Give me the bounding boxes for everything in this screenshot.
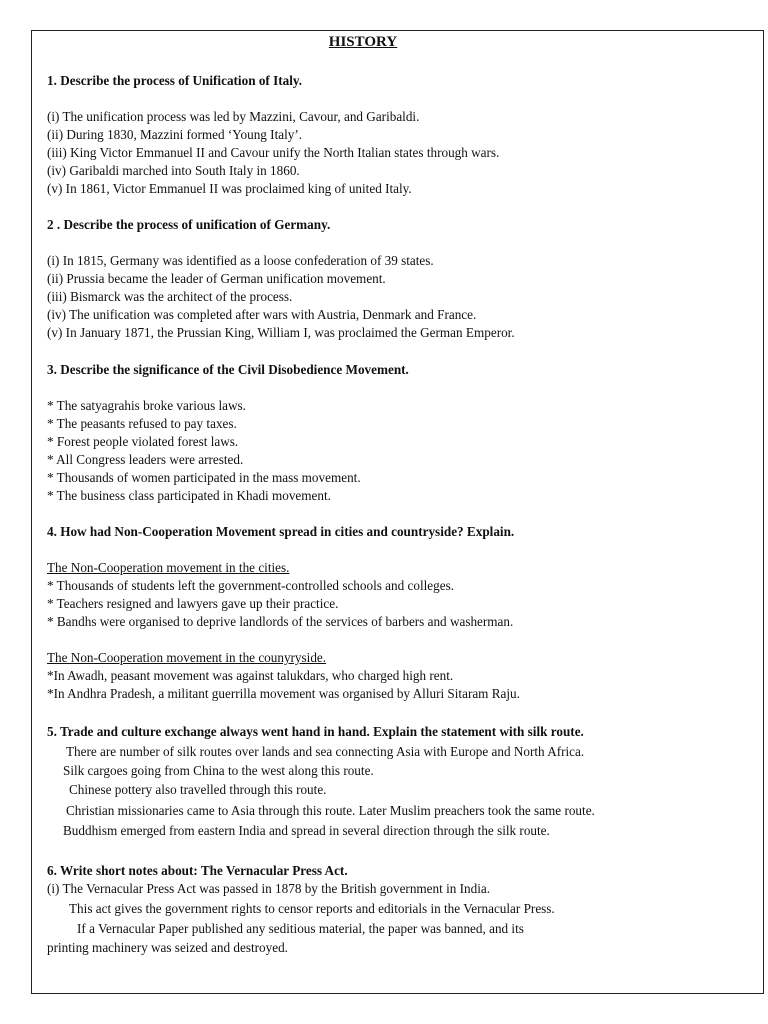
q3-point: * All Congress leaders were arrested. xyxy=(47,452,244,467)
countryside-heading: The Non-Cooperation movement in the counyryside. xyxy=(47,650,327,665)
q3-point: * The satyagrahis broke various laws. xyxy=(47,398,246,413)
q4-city-point: * Teachers resigned and lawyers gave up their practice. xyxy=(47,596,339,611)
q6-point: If a Vernacular Paper published any seditious material, the paper was banned, and its xyxy=(77,921,524,936)
question-4: 4. How had Non-Cooperation Movement spread in cities and countryside? Explain. xyxy=(47,524,515,539)
q2-point: (iv) The unification was completed after wars with Austria, Denmark and France. xyxy=(47,307,477,322)
q6-point: (i) The Vernacular Press Act was passed in 1878 by the British government in India. xyxy=(47,881,491,896)
question-6: 6. Write short notes about: The Vernacular Press Act. xyxy=(47,863,348,878)
q5-point: Christian missionaries came to Asia through this route. Later Muslim preachers took the same route. xyxy=(66,803,595,818)
q1-point: (iv) Garibaldi marched into South Italy in 1860. xyxy=(47,163,300,178)
question-3: 3. Describe the significance of the Civil Disobedience Movement. xyxy=(47,362,409,377)
q3-point: * Thousands of women participated in the mass movement. xyxy=(47,470,361,485)
q6-point: printing machinery was seized and destroyed. xyxy=(47,940,288,955)
question-1: 1. Describe the process of Unification of Italy. xyxy=(47,73,303,88)
q4-city-point: * Bandhs were organised to deprive landlords of the services of barbers and washerman. xyxy=(47,614,514,629)
question-2: 2 . Describe the process of unification of Germany. xyxy=(47,217,331,232)
q2-point: (v) In January 1871, the Prussian King, William I, was proclaimed the German Emperor. xyxy=(47,325,515,340)
cities-heading: The Non-Cooperation movement in the cities. xyxy=(47,560,290,575)
q1-point: (v) In 1861, Victor Emmanuel II was proclaimed king of united Italy. xyxy=(47,181,412,196)
q4-country-point: *In Andhra Pradesh, a militant guerrilla movement was organised by Alluri Sitaram Raju. xyxy=(47,686,520,701)
q2-point: (ii) Prussia became the leader of German unification movement. xyxy=(47,271,386,286)
q5-point: Chinese pottery also travelled through this route. xyxy=(69,782,327,797)
q5-point: Buddhism emerged from eastern India and spread in several direction through the silk route. xyxy=(63,823,550,838)
q5-point: There are number of silk routes over lands and sea connecting Asia with Europe and North Africa. xyxy=(66,744,585,759)
q3-point: * The business class participated in Khadi movement. xyxy=(47,488,331,503)
q3-point: * The peasants refused to pay taxes. xyxy=(47,416,237,431)
q4-city-point: * Thousands of students left the government-controlled schools and colleges. xyxy=(47,578,455,593)
q1-point: (iii) King Victor Emmanuel II and Cavour unify the North Italian states through wars. xyxy=(47,145,500,160)
q1-point: (i) The unification process was led by Mazzini, Cavour, and Garibaldi. xyxy=(47,109,420,124)
q6-point: This act gives the government rights to censor reports and editorials in the Vernacular Press. xyxy=(69,901,555,916)
q3-point: * Forest people violated forest laws. xyxy=(47,434,239,449)
q2-point: (i) In 1815, Germany was identified as a loose confederation of 39 states. xyxy=(47,253,434,268)
question-5: 5. Trade and culture exchange always went hand in hand. Explain the statement with silk route. xyxy=(47,724,584,739)
q5-point: Silk cargoes going from China to the west along this route. xyxy=(63,763,374,778)
q1-point: (ii) During 1830, Mazzini formed ‘Young Italy’. xyxy=(47,127,303,142)
q2-point: (iii) Bismarck was the architect of the process. xyxy=(47,289,293,304)
page-title: HISTORY xyxy=(328,34,398,50)
q4-country-point: *In Awadh, peasant movement was against talukdars, who charged high rent. xyxy=(47,668,454,683)
